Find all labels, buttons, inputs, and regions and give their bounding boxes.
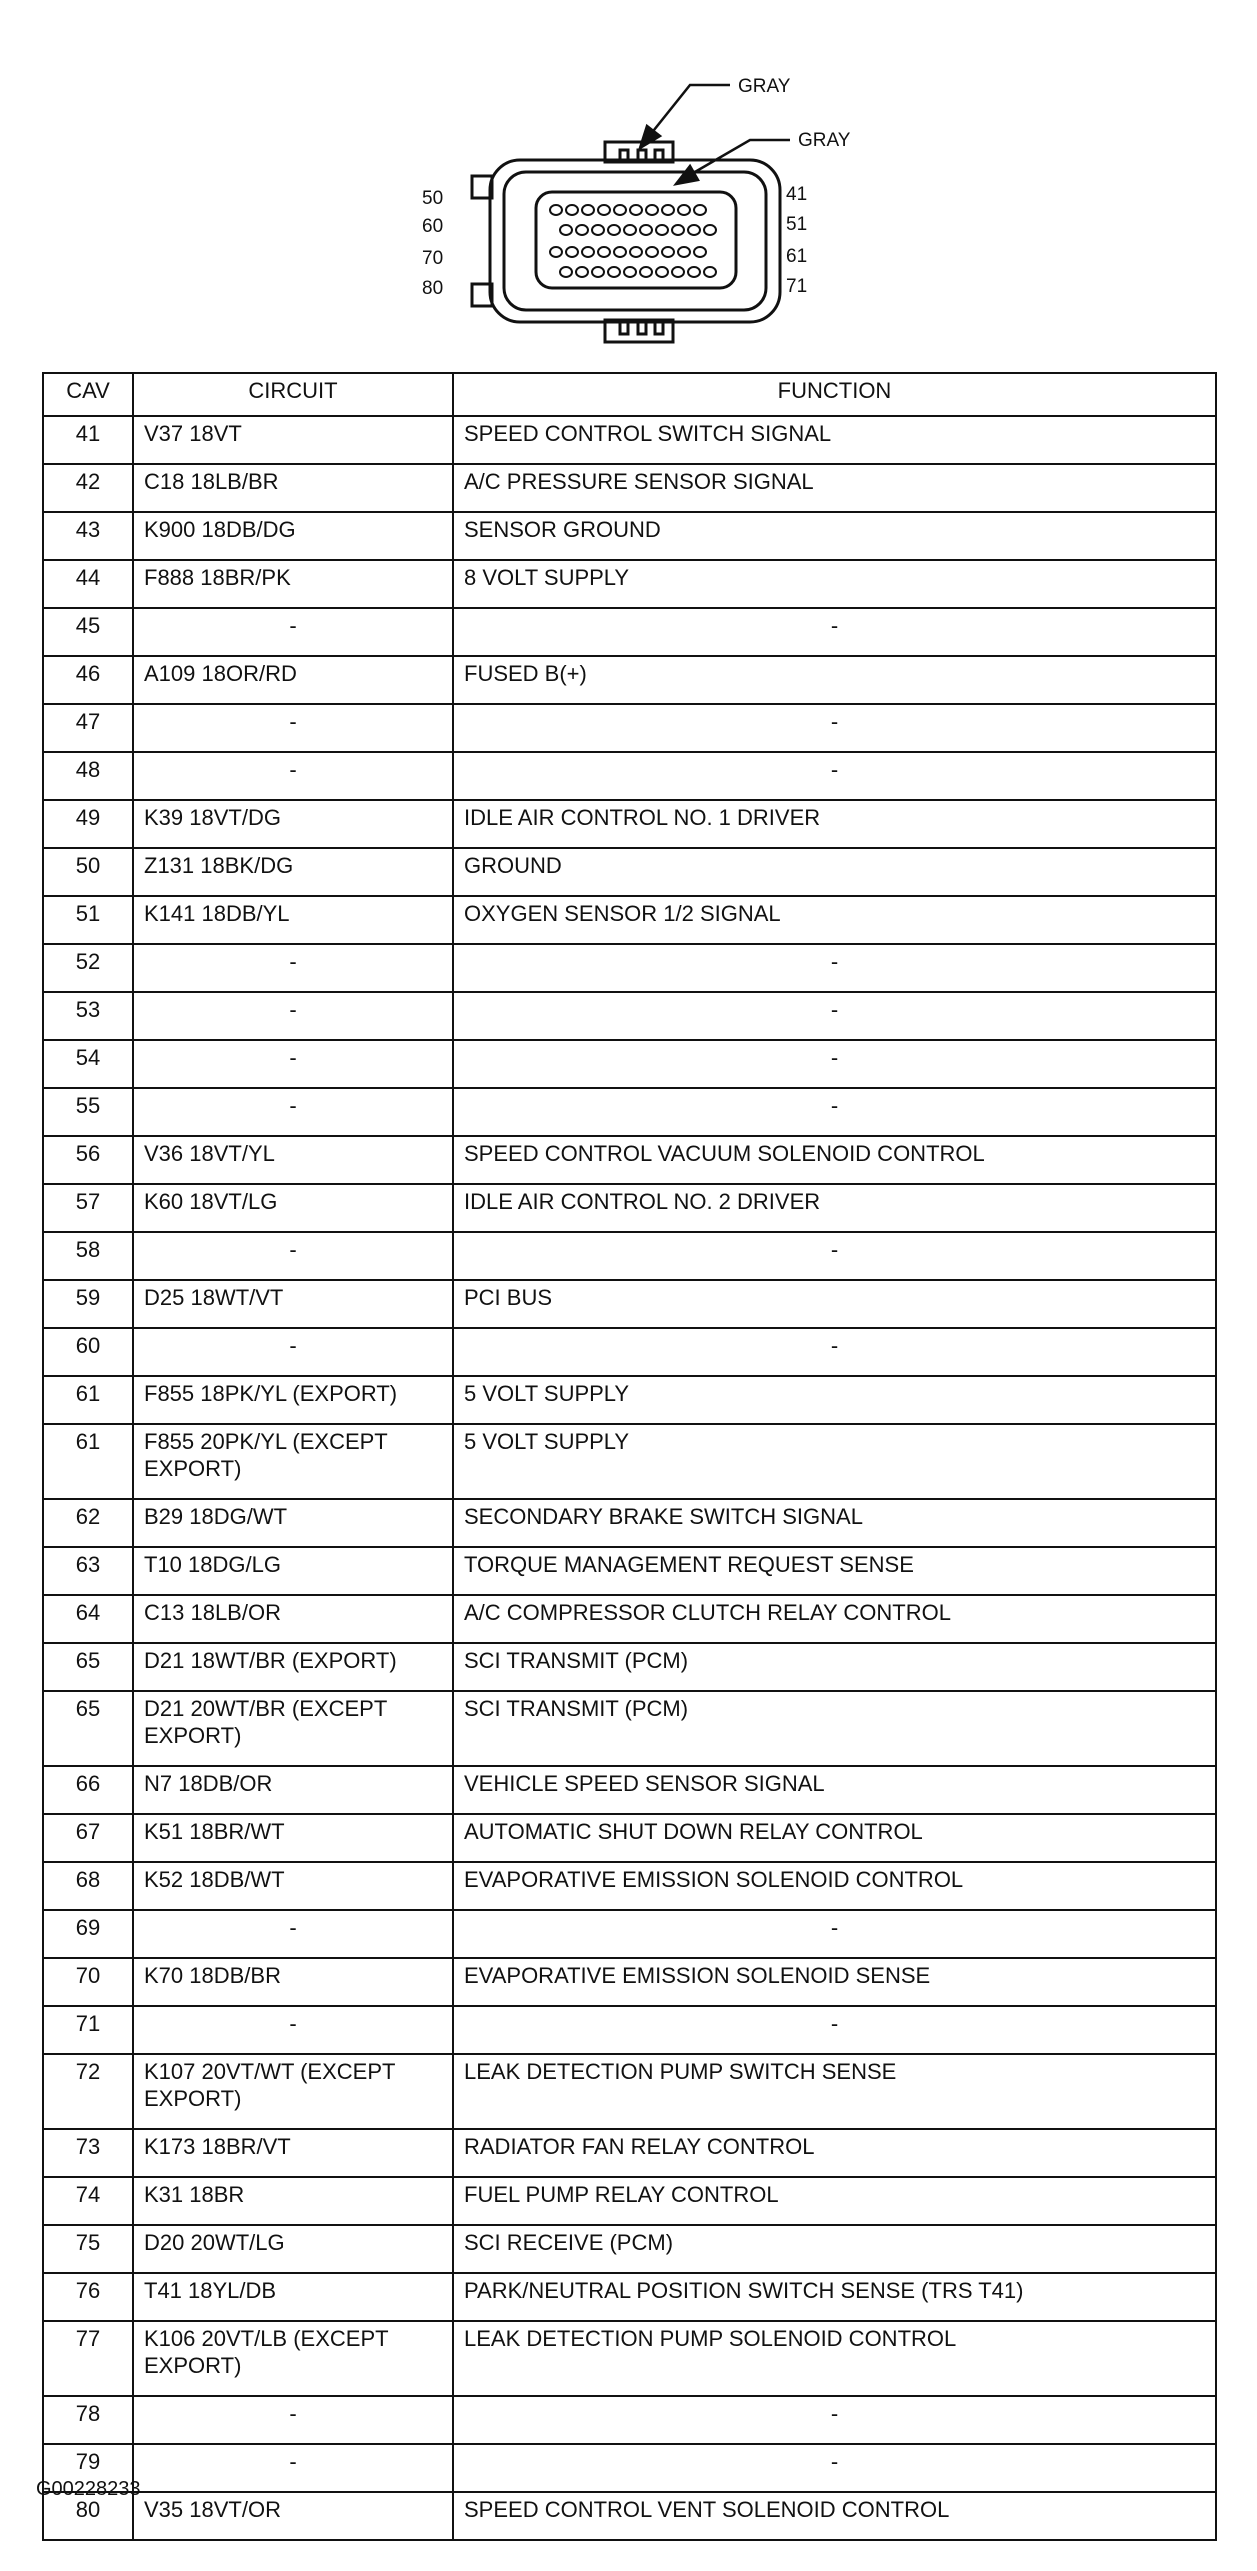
cav-cell: 52 — [43, 944, 133, 992]
circuit-cell: C13 18LB/OR — [133, 1595, 453, 1643]
cav-cell: 62 — [43, 1499, 133, 1547]
circuit-cell: - — [133, 1232, 453, 1280]
table-row — [43, 2177, 1216, 2225]
function-cell: TORQUE MANAGEMENT REQUEST SENSE — [453, 1547, 1216, 1595]
table-row — [43, 1184, 1216, 1232]
function-cell: SECONDARY BRAKE SWITCH SIGNAL — [453, 1499, 1216, 1547]
cav-cell: 75 — [43, 2225, 133, 2273]
circuit-cell: B29 18DG/WT — [133, 1499, 453, 1547]
circuit-cell: V36 18VT/YL — [133, 1136, 453, 1184]
function-cell: VEHICLE SPEED SENSOR SIGNAL — [453, 1766, 1216, 1814]
cav-cell: 79 — [43, 2444, 133, 2492]
circuit-cell: K173 18BR/VT — [133, 2129, 453, 2177]
figure-code: G00228233 — [36, 2478, 141, 2500]
cav-cell: 68 — [43, 1862, 133, 1910]
circuit-cell: Z131 18BK/DG — [133, 848, 453, 896]
table-row — [43, 944, 1216, 992]
pin-cavity — [582, 205, 594, 215]
cav-cell: 66 — [43, 1766, 133, 1814]
circuit-cell: - — [133, 1088, 453, 1136]
circuit-cell: K39 18VT/DG — [133, 800, 453, 848]
circuit-cell: K70 18DB/BR — [133, 1958, 453, 2006]
function-cell: SCI TRANSMIT (PCM) — [453, 1691, 1216, 1766]
pin-cavity — [576, 267, 588, 277]
cav-cell: 57 — [43, 1184, 133, 1232]
pin-cavity — [598, 247, 610, 257]
table-row — [43, 2054, 1216, 2129]
pin-cavity — [598, 205, 610, 215]
connector-right-labels — [786, 184, 807, 297]
pin-cavity — [646, 247, 658, 257]
table-row — [43, 2396, 1216, 2444]
cav-cell: 53 — [43, 992, 133, 1040]
table-body — [43, 416, 1216, 2540]
pin-cavity — [656, 267, 668, 277]
cav-cell: 56 — [43, 1136, 133, 1184]
function-cell: - — [453, 2444, 1216, 2492]
pinout-table — [42, 372, 1217, 2541]
circuit-cell: K107 20VT/WT (EXCEPT EXPORT) — [133, 2054, 453, 2129]
circuit-cell: - — [133, 1910, 453, 1958]
table-row — [43, 2129, 1216, 2177]
pin-cavity-grid — [550, 205, 716, 277]
circuit-cell: D20 20WT/LG — [133, 2225, 453, 2273]
function-cell: LEAK DETECTION PUMP SWITCH SENSE — [453, 2054, 1216, 2129]
pin-cavity — [640, 267, 652, 277]
function-cell: - — [453, 944, 1216, 992]
table-row — [43, 1232, 1216, 1280]
table-row — [43, 1766, 1216, 1814]
function-cell: GROUND — [453, 848, 1216, 896]
circuit-cell: - — [133, 992, 453, 1040]
function-cell: - — [453, 1088, 1216, 1136]
function-cell: 5 VOLT SUPPLY — [453, 1376, 1216, 1424]
function-cell: EVAPORATIVE EMISSION SOLENOID SENSE — [453, 1958, 1216, 2006]
pin-cavity — [646, 205, 658, 215]
pin-cavity — [678, 205, 690, 215]
circuit-cell: D25 18WT/VT — [133, 1280, 453, 1328]
table-row — [43, 1088, 1216, 1136]
cav-cell: 44 — [43, 560, 133, 608]
function-cell: SCI RECEIVE (PCM) — [453, 2225, 1216, 2273]
table-row — [43, 1328, 1216, 1376]
header-cav: CAV — [43, 373, 133, 416]
table-header-row — [43, 373, 1216, 416]
function-cell: A/C COMPRESSOR CLUTCH RELAY CONTROL — [453, 1595, 1216, 1643]
cav-cell: 47 — [43, 704, 133, 752]
pin-label-71: 71 — [786, 276, 808, 297]
pin-label-51: 51 — [786, 214, 808, 235]
table-row — [43, 1691, 1216, 1766]
cav-cell: 49 — [43, 800, 133, 848]
pin-cavity — [624, 267, 636, 277]
circuit-cell: A109 18OR/RD — [133, 656, 453, 704]
function-cell: - — [453, 992, 1216, 1040]
circuit-cell: N7 18DB/OR — [133, 1766, 453, 1814]
cav-cell: 76 — [43, 2273, 133, 2321]
circuit-cell: - — [133, 1328, 453, 1376]
function-cell: - — [453, 2396, 1216, 2444]
function-cell: SENSOR GROUND — [453, 512, 1216, 560]
pin-cavity — [614, 247, 626, 257]
cav-cell: 65 — [43, 1643, 133, 1691]
table-row — [43, 2321, 1216, 2396]
pin-cavity — [688, 225, 700, 235]
function-cell: 5 VOLT SUPPLY — [453, 1424, 1216, 1499]
function-cell: - — [453, 1910, 1216, 1958]
function-cell: - — [453, 608, 1216, 656]
pin-cavity — [582, 247, 594, 257]
table-row — [43, 2444, 1216, 2492]
pin-cavity — [662, 247, 674, 257]
pin-cavity — [592, 267, 604, 277]
function-cell: SPEED CONTROL VACUUM SOLENOID CONTROL — [453, 1136, 1216, 1184]
cav-cell: 48 — [43, 752, 133, 800]
pin-cavity — [640, 225, 652, 235]
function-cell: A/C PRESSURE SENSOR SIGNAL — [453, 464, 1216, 512]
pin-cavity — [704, 225, 716, 235]
cav-cell: 41 — [43, 416, 133, 464]
pin-label-80: 80 — [422, 278, 444, 299]
pin-cavity — [550, 205, 562, 215]
cav-cell: 74 — [43, 2177, 133, 2225]
cav-cell: 70 — [43, 1958, 133, 2006]
function-cell: - — [453, 1040, 1216, 1088]
callout-gray-top: GRAY — [738, 76, 791, 97]
table-row — [43, 1910, 1216, 1958]
pin-label-70: 70 — [422, 248, 444, 269]
function-cell: 8 VOLT SUPPLY — [453, 560, 1216, 608]
function-cell: EVAPORATIVE EMISSION SOLENOID CONTROL — [453, 1862, 1216, 1910]
circuit-cell: K52 18DB/WT — [133, 1862, 453, 1910]
function-cell: FUSED B(+) — [453, 656, 1216, 704]
circuit-cell: - — [133, 2396, 453, 2444]
pin-cavity — [694, 247, 706, 257]
pin-cavity — [694, 205, 706, 215]
table-row — [43, 2225, 1216, 2273]
pin-cavity — [672, 225, 684, 235]
cav-cell: 45 — [43, 608, 133, 656]
cav-cell: 43 — [43, 512, 133, 560]
table-row — [43, 848, 1216, 896]
table-row — [43, 1136, 1216, 1184]
table-row — [43, 2492, 1216, 2540]
circuit-cell: V35 18VT/OR — [133, 2492, 453, 2540]
pin-cavity — [592, 225, 604, 235]
function-cell: IDLE AIR CONTROL NO. 2 DRIVER — [453, 1184, 1216, 1232]
table-row — [43, 1958, 1216, 2006]
pin-cavity — [704, 267, 716, 277]
cav-cell: 69 — [43, 1910, 133, 1958]
pin-label-41: 41 — [786, 184, 808, 205]
pin-cavity — [624, 225, 636, 235]
table-row — [43, 800, 1216, 848]
circuit-cell: F855 18PK/YL (EXPORT) — [133, 1376, 453, 1424]
table-row — [43, 896, 1216, 944]
pin-cavity — [662, 205, 674, 215]
circuit-cell: K106 20VT/LB (EXCEPT EXPORT) — [133, 2321, 453, 2396]
connector-body — [472, 142, 780, 342]
table-row — [43, 1643, 1216, 1691]
connector-diagram — [0, 0, 1257, 370]
pin-cavity — [566, 247, 578, 257]
circuit-cell: C18 18LB/BR — [133, 464, 453, 512]
pin-cavity — [672, 267, 684, 277]
cav-cell: 78 — [43, 2396, 133, 2444]
table-row — [43, 1595, 1216, 1643]
table-row — [43, 2006, 1216, 2054]
function-cell: PCI BUS — [453, 1280, 1216, 1328]
circuit-cell: D21 18WT/BR (EXPORT) — [133, 1643, 453, 1691]
pin-cavity — [688, 267, 700, 277]
pin-cavity — [656, 225, 668, 235]
function-cell: SCI TRANSMIT (PCM) — [453, 1643, 1216, 1691]
circuit-cell: K141 18DB/YL — [133, 896, 453, 944]
pin-cavity — [576, 225, 588, 235]
circuit-cell: - — [133, 2006, 453, 2054]
table-row — [43, 992, 1216, 1040]
pin-cavity — [560, 267, 572, 277]
table-row — [43, 1040, 1216, 1088]
pin-cavity — [630, 247, 642, 257]
cav-cell: 77 — [43, 2321, 133, 2396]
header-function: FUNCTION — [453, 373, 1216, 416]
table-row — [43, 1280, 1216, 1328]
pin-cavity — [678, 247, 690, 257]
circuit-cell: T10 18DG/LG — [133, 1547, 453, 1595]
circuit-cell: - — [133, 704, 453, 752]
cav-cell: 54 — [43, 1040, 133, 1088]
function-cell: AUTOMATIC SHUT DOWN RELAY CONTROL — [453, 1814, 1216, 1862]
function-cell: - — [453, 2006, 1216, 2054]
cav-cell: 51 — [43, 896, 133, 944]
function-cell: - — [453, 1328, 1216, 1376]
table-row — [43, 1499, 1216, 1547]
cav-cell: 59 — [43, 1280, 133, 1328]
cav-cell: 55 — [43, 1088, 133, 1136]
pin-cavity — [614, 205, 626, 215]
circuit-cell: F855 20PK/YL (EXCEPT EXPORT) — [133, 1424, 453, 1499]
cav-cell: 64 — [43, 1595, 133, 1643]
cav-cell: 73 — [43, 2129, 133, 2177]
table-row — [43, 608, 1216, 656]
function-cell: IDLE AIR CONTROL NO. 1 DRIVER — [453, 800, 1216, 848]
table-row — [43, 1376, 1216, 1424]
circuit-cell: F888 18BR/PK — [133, 560, 453, 608]
circuit-cell: - — [133, 2444, 453, 2492]
function-cell: LEAK DETECTION PUMP SOLENOID CONTROL — [453, 2321, 1216, 2396]
cav-cell: 71 — [43, 2006, 133, 2054]
table-row — [43, 1547, 1216, 1595]
cav-cell: 46 — [43, 656, 133, 704]
table-row — [43, 1424, 1216, 1499]
function-cell: SPEED CONTROL SWITCH SIGNAL — [453, 416, 1216, 464]
function-cell: OXYGEN SENSOR 1/2 SIGNAL — [453, 896, 1216, 944]
table-row — [43, 560, 1216, 608]
table-row — [43, 464, 1216, 512]
function-cell: - — [453, 704, 1216, 752]
circuit-cell: - — [133, 608, 453, 656]
pin-cavity — [550, 247, 562, 257]
table-row — [43, 1862, 1216, 1910]
table-row — [43, 656, 1216, 704]
cav-cell: 67 — [43, 1814, 133, 1862]
cav-cell: 50 — [43, 848, 133, 896]
circuit-cell: D21 20WT/BR (EXCEPT EXPORT) — [133, 1691, 453, 1766]
pin-cavity — [566, 205, 578, 215]
circuit-cell: T41 18YL/DB — [133, 2273, 453, 2321]
cav-cell: 58 — [43, 1232, 133, 1280]
circuit-cell: - — [133, 1040, 453, 1088]
table-row — [43, 1814, 1216, 1862]
circuit-cell: - — [133, 944, 453, 992]
pin-cavity — [560, 225, 572, 235]
connector-left-labels — [422, 188, 443, 299]
pin-label-60: 60 — [422, 216, 444, 237]
cav-cell: 61 — [43, 1424, 133, 1499]
function-cell: - — [453, 1232, 1216, 1280]
circuit-cell: K900 18DB/DG — [133, 512, 453, 560]
circuit-cell: K31 18BR — [133, 2177, 453, 2225]
function-cell: FUEL PUMP RELAY CONTROL — [453, 2177, 1216, 2225]
cav-cell: 72 — [43, 2054, 133, 2129]
pin-cavity — [608, 225, 620, 235]
circuit-cell: V37 18VT — [133, 416, 453, 464]
callout-leader-lines — [640, 85, 790, 184]
function-cell: - — [453, 752, 1216, 800]
table-row — [43, 752, 1216, 800]
circuit-cell: K51 18BR/WT — [133, 1814, 453, 1862]
circuit-cell: - — [133, 752, 453, 800]
cav-cell: 63 — [43, 1547, 133, 1595]
header-circuit: CIRCUIT — [133, 373, 453, 416]
cav-cell: 65 — [43, 1691, 133, 1766]
circuit-cell: K60 18VT/LG — [133, 1184, 453, 1232]
callout-gray-lower: GRAY — [798, 130, 851, 151]
function-cell: SPEED CONTROL VENT SOLENOID CONTROL — [453, 2492, 1216, 2540]
table-row — [43, 416, 1216, 464]
cav-cell: 42 — [43, 464, 133, 512]
table-row — [43, 512, 1216, 560]
pin-cavity — [630, 205, 642, 215]
pin-label-61: 61 — [786, 246, 808, 267]
table-row — [43, 2273, 1216, 2321]
function-cell: RADIATOR FAN RELAY CONTROL — [453, 2129, 1216, 2177]
pin-cavity — [608, 267, 620, 277]
function-cell: PARK/NEUTRAL POSITION SWITCH SENSE (TRS T41) — [453, 2273, 1216, 2321]
cav-cell: 61 — [43, 1376, 133, 1424]
table-row — [43, 704, 1216, 752]
cav-cell: 80 — [43, 2492, 133, 2540]
cav-cell: 60 — [43, 1328, 133, 1376]
pin-label-50: 50 — [422, 188, 444, 209]
